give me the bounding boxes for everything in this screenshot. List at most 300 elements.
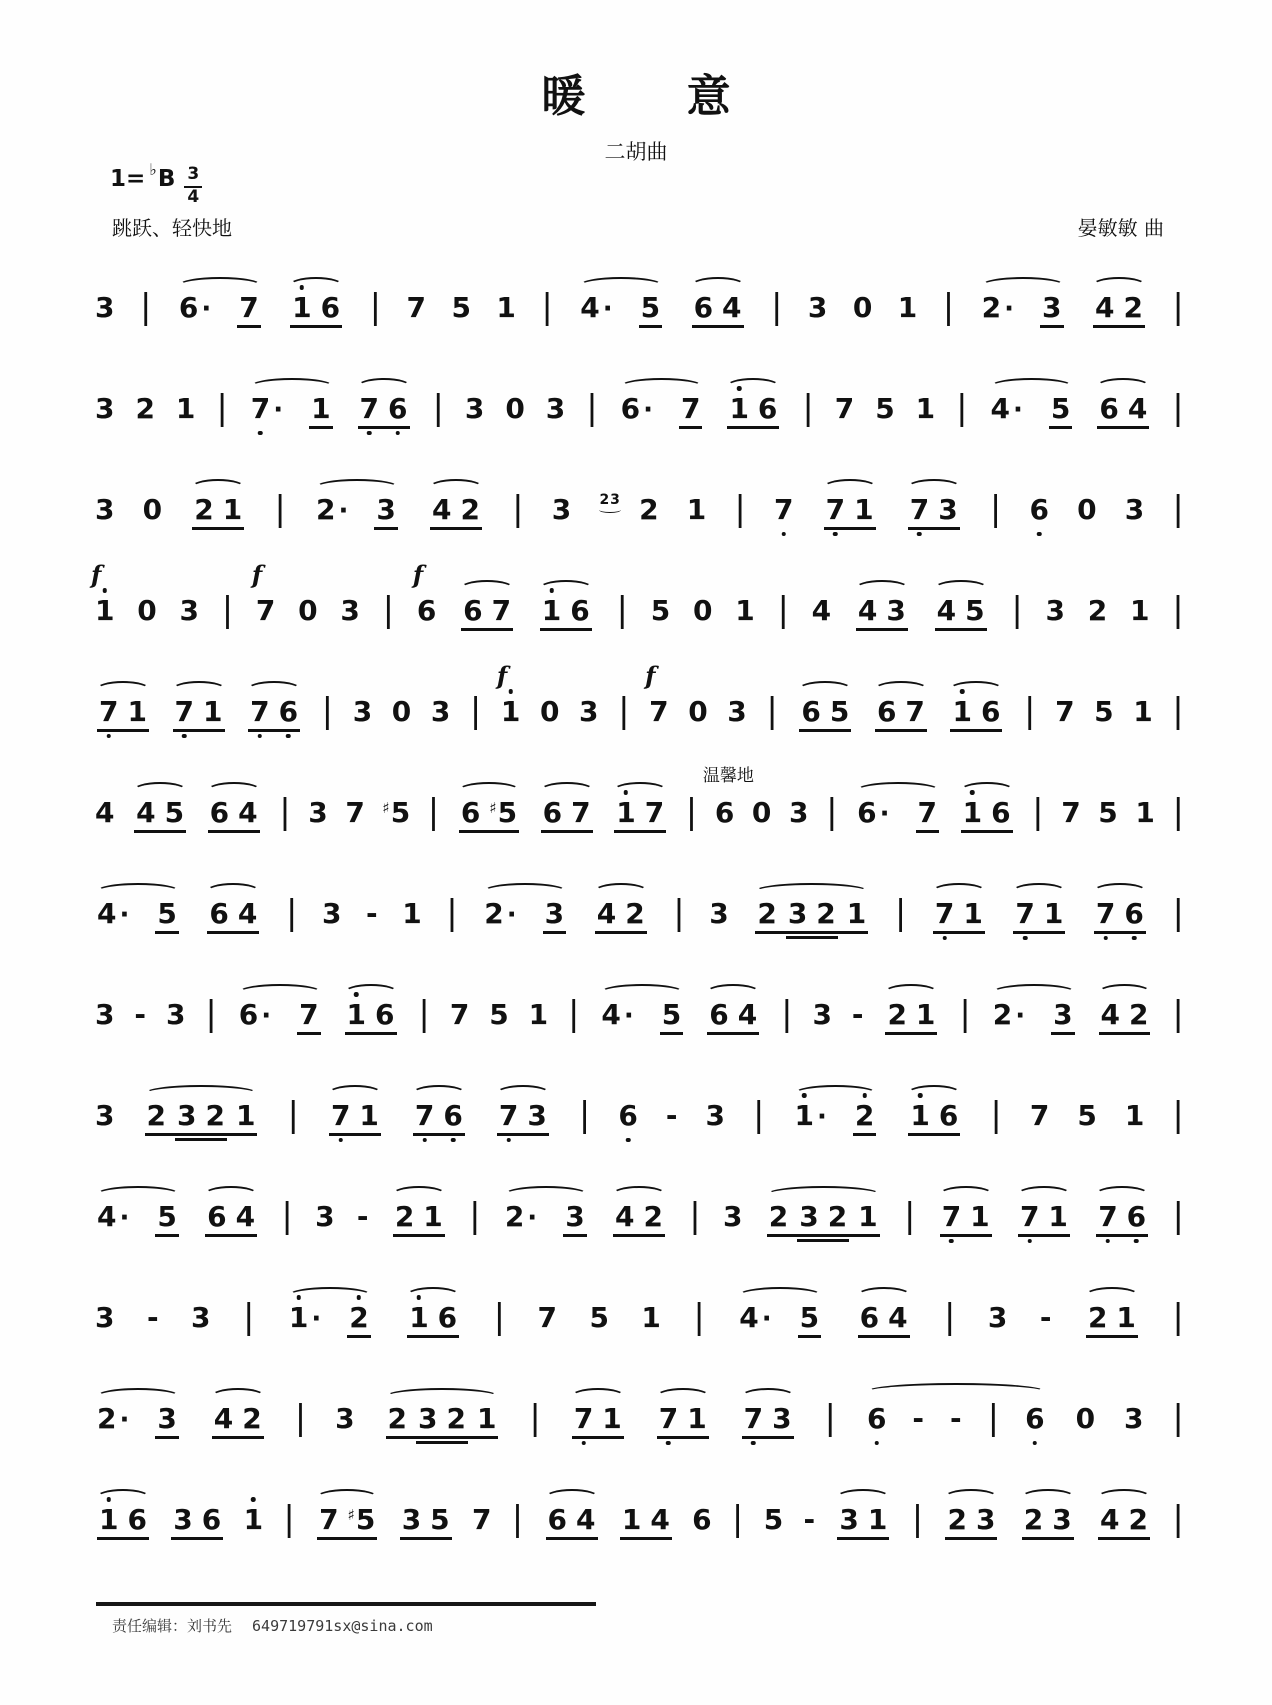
note	[95, 291, 115, 324]
slur-group	[740, 1402, 796, 1439]
note	[1042, 291, 1062, 324]
note-digit: 3	[807, 291, 828, 324]
note-digit-wrap	[99, 695, 119, 728]
note-digit-wrap	[545, 392, 566, 425]
note-digit: 6	[991, 796, 1011, 829]
octave-dot-high	[960, 689, 965, 694]
beam-group	[858, 1301, 910, 1338]
dynamic-forte-mark: f	[496, 661, 508, 690]
beam-group	[400, 1503, 452, 1540]
note-digit: 3	[527, 1099, 547, 1132]
barline: |	[1172, 1398, 1184, 1438]
slur-group	[980, 291, 1066, 328]
note-digit-wrap	[203, 695, 223, 728]
note-digit-wrap	[649, 695, 669, 728]
note-digit-wrap	[714, 796, 735, 829]
note	[616, 796, 636, 829]
note-digit: 1	[970, 1200, 990, 1233]
note-digit: 3	[321, 897, 342, 930]
beam-group	[572, 1402, 624, 1439]
note	[965, 594, 985, 627]
note-digit: 6	[709, 998, 729, 1031]
note-digit: 3	[308, 796, 328, 829]
barline: |	[777, 590, 789, 630]
duration-dash: -	[912, 1402, 925, 1435]
note-digit-wrap	[686, 493, 707, 526]
note-digit-wrap	[95, 493, 115, 526]
note	[876, 695, 897, 728]
barline: |	[427, 792, 440, 832]
note-digit-wrap	[388, 392, 408, 425]
note	[658, 1402, 679, 1435]
note	[888, 1301, 908, 1334]
beam-group	[679, 392, 702, 429]
barline: |	[770, 287, 783, 327]
note-digit-wrap	[1100, 998, 1120, 1031]
note	[545, 392, 566, 425]
beam-group	[317, 1503, 377, 1540]
slur-group	[482, 897, 568, 934]
note	[463, 594, 483, 627]
slur-group	[1016, 1200, 1072, 1237]
note-digit: 1	[346, 998, 367, 1031]
barline: |	[511, 1499, 524, 1539]
note-digit: 1	[222, 493, 243, 526]
note-digit-wrap	[909, 493, 930, 526]
score-line	[95, 344, 1184, 445]
note-digit-wrap	[962, 796, 983, 829]
note-digit-wrap	[854, 493, 874, 526]
note-digit: 1	[1133, 695, 1153, 728]
note-digit-wrap	[799, 1200, 819, 1233]
note	[251, 560, 276, 627]
note	[146, 1099, 166, 1132]
note	[763, 1503, 784, 1536]
note-digit: 4	[1094, 291, 1115, 324]
note-digit-wrap	[451, 291, 471, 324]
note-digit-wrap	[99, 1503, 119, 1536]
beam-group	[97, 1503, 149, 1540]
note	[542, 796, 563, 829]
octave-dot-low	[258, 431, 263, 436]
note	[887, 998, 907, 1031]
note-digit: 6	[463, 594, 483, 627]
barline: |	[279, 792, 291, 832]
note-digit-wrap	[915, 998, 936, 1031]
barline: |	[1172, 1297, 1184, 1337]
note-digit-wrap	[527, 1099, 547, 1132]
slur-group	[705, 998, 761, 1035]
note-digit-wrap	[95, 594, 115, 627]
note-digit: 1	[963, 897, 983, 930]
barline: |	[781, 994, 793, 1034]
beam-group	[358, 392, 410, 429]
note	[544, 897, 565, 930]
note-digit-wrap	[547, 1503, 568, 1536]
note	[446, 1402, 466, 1435]
note	[320, 291, 341, 324]
note	[402, 897, 422, 930]
grace-tie-arc	[599, 507, 620, 513]
note-digit-wrap	[794, 1099, 814, 1132]
note-digit-wrap	[250, 392, 271, 425]
barline: |	[903, 1196, 916, 1236]
note-digit-wrap	[489, 998, 509, 1031]
note	[496, 291, 516, 324]
note-digit: 5	[497, 796, 518, 829]
octave-dot-high	[357, 1295, 362, 1300]
note-digit: 1	[735, 594, 755, 627]
note-digit-wrap	[418, 1402, 438, 1435]
slur-group	[855, 796, 941, 833]
note	[175, 392, 196, 425]
note-digit-wrap	[402, 897, 422, 930]
note-digit-wrap	[443, 1099, 463, 1132]
beam-group	[940, 1200, 992, 1237]
note-digit-wrap	[542, 796, 563, 829]
note	[812, 998, 832, 1031]
barline: |	[586, 388, 598, 428]
beam-group	[97, 695, 149, 732]
note	[359, 1099, 379, 1132]
note-digit: 6	[209, 796, 230, 829]
note-digit: 3	[722, 1200, 743, 1233]
score-line	[95, 1253, 1184, 1354]
slur-group	[1092, 897, 1148, 934]
note	[947, 1503, 967, 1536]
note-digit-wrap	[992, 998, 1013, 1031]
note-digit-wrap	[857, 796, 877, 829]
note-digit: 3	[544, 897, 565, 930]
barline: |	[283, 1499, 295, 1539]
octave-dot-low	[367, 431, 372, 436]
note-digit-wrap	[136, 796, 156, 829]
slur-group	[428, 493, 484, 530]
note-digit-wrap	[789, 796, 809, 829]
note-digit-wrap	[340, 594, 360, 627]
octave-dot-high	[624, 790, 629, 795]
octave-dot-high	[549, 588, 554, 593]
note-digit-wrap	[1042, 291, 1062, 324]
note-digit-wrap	[620, 392, 641, 425]
note-digit: 4	[650, 1503, 670, 1536]
note-digit: 1	[1043, 897, 1064, 930]
beam-group	[639, 291, 662, 328]
note-digit-wrap	[391, 695, 412, 728]
octave-dot-low	[1023, 936, 1028, 941]
beam-group	[853, 1099, 876, 1136]
note-digit: 5	[164, 796, 185, 829]
note-digit: 6	[620, 392, 641, 425]
note-digit-wrap	[888, 1301, 908, 1334]
note-digit: 3	[772, 1402, 792, 1435]
beam-group	[563, 1200, 586, 1237]
octave-dot-low	[1132, 936, 1137, 941]
note-digit: 3	[787, 897, 808, 930]
note	[1094, 695, 1114, 728]
score-line	[95, 748, 1184, 849]
note	[412, 560, 437, 627]
note-digit-wrap	[963, 897, 983, 930]
score-line	[95, 1152, 1184, 1253]
slur-group	[143, 1099, 260, 1136]
slur-group	[1084, 1301, 1140, 1338]
tempo-marking: 跳跃、轻快地	[112, 216, 232, 240]
note	[288, 1301, 322, 1334]
footer-rule	[96, 1602, 596, 1606]
note	[852, 291, 873, 324]
note-digit-wrap	[938, 1099, 959, 1132]
note-digit-wrap	[846, 897, 867, 930]
note-digit: 0	[688, 695, 708, 728]
octave-dot-low	[422, 1138, 427, 1143]
note	[580, 291, 613, 324]
barline: |	[1172, 792, 1184, 832]
barline: |	[382, 590, 395, 630]
barline: |	[618, 691, 630, 731]
octave-dot-high	[802, 1093, 807, 1098]
note-digit: 2	[460, 493, 481, 526]
note-digit: 7	[773, 493, 794, 526]
note-digit-wrap	[209, 796, 230, 829]
note-digit: 3	[340, 594, 360, 627]
note	[1124, 493, 1145, 526]
octave-dot-low	[338, 1138, 343, 1143]
note	[621, 1503, 642, 1536]
note-digit-wrap	[1029, 1099, 1050, 1132]
note-digit-wrap	[947, 1503, 967, 1536]
note-digit-wrap	[980, 695, 1001, 728]
note-digit: 1	[602, 1402, 622, 1435]
note-digit-wrap	[1055, 695, 1075, 728]
note-digit: 0	[1077, 493, 1097, 526]
composer-credit: 晏敏敏 曲	[1077, 216, 1164, 240]
slur-group	[1020, 1503, 1076, 1540]
beam-group	[413, 1099, 465, 1136]
note	[702, 766, 754, 829]
beam-group	[205, 1200, 257, 1237]
barline: |	[693, 1297, 705, 1337]
note-digit: 4	[1127, 392, 1148, 425]
note	[1098, 1200, 1118, 1233]
note-digit: 7	[1019, 1200, 1040, 1233]
note-digit: 5	[1050, 392, 1071, 425]
note	[722, 291, 742, 324]
note	[1048, 1200, 1068, 1233]
note-digit: 7	[1029, 1099, 1050, 1132]
note-digit-wrap	[709, 998, 729, 1031]
note-digit-wrap	[1116, 1301, 1136, 1334]
note-digit: 7	[909, 493, 930, 526]
note-digit: 3	[709, 897, 729, 930]
duration-dash: -	[134, 998, 147, 1031]
note-digit: 1	[867, 1503, 888, 1536]
note-digit-wrap	[757, 392, 778, 425]
note	[460, 493, 481, 526]
note-digit-wrap	[580, 291, 600, 324]
note-digit-wrap	[839, 1503, 859, 1536]
note-digit-wrap	[915, 392, 936, 425]
note-digit: 1	[127, 695, 147, 728]
note-digit-wrap	[807, 291, 828, 324]
dynamic-forte-mark: f	[412, 560, 424, 589]
barline: |	[446, 893, 458, 933]
beam-group	[945, 1503, 997, 1540]
note	[573, 1402, 594, 1435]
octave-dot-high	[354, 992, 359, 997]
slur-group	[991, 998, 1077, 1035]
note	[414, 1099, 435, 1132]
note	[757, 897, 777, 930]
note-digit: 6	[278, 695, 299, 728]
octave-dot-low	[942, 936, 947, 941]
beam-group	[461, 594, 513, 631]
note-digit-wrap	[1100, 1503, 1120, 1536]
note-digit: 6	[207, 1200, 227, 1233]
note	[1126, 1200, 1147, 1233]
note	[176, 1099, 197, 1132]
note	[235, 1099, 256, 1132]
octave-dot-high	[417, 1295, 422, 1300]
note-digit-wrap	[886, 594, 906, 627]
note-digit-wrap	[1087, 594, 1108, 627]
note	[1123, 291, 1143, 324]
note-digit-wrap	[97, 1402, 117, 1435]
note-digit: 1	[1130, 594, 1150, 627]
note-digit: 5	[1077, 1099, 1097, 1132]
beam-group	[212, 1402, 264, 1439]
barline: |	[942, 287, 955, 327]
piece-title-text: 暖意	[541, 71, 832, 122]
beam-group	[459, 796, 519, 833]
note-digit-wrap	[867, 1503, 888, 1536]
note-digit: 6	[757, 392, 778, 425]
note-digit-wrap	[179, 594, 199, 627]
note-digit: 1	[687, 1402, 707, 1435]
note-digit-wrap	[359, 1099, 379, 1132]
slur-group	[797, 695, 853, 732]
note	[319, 1503, 339, 1536]
note	[242, 1402, 262, 1435]
note-digit-wrap	[1094, 291, 1115, 324]
octave-dot-high	[296, 1295, 301, 1300]
barline: |	[216, 388, 228, 428]
note-digit: 2	[1023, 1503, 1044, 1536]
note-digit-wrap	[175, 392, 196, 425]
note-digit: 2	[1128, 998, 1149, 1031]
note	[418, 1402, 438, 1435]
score-line	[95, 1354, 1184, 1455]
note-digit-wrap	[352, 695, 373, 728]
note	[95, 1301, 115, 1334]
note-digit: 5	[1094, 695, 1114, 728]
octave-dot-low	[1103, 936, 1108, 941]
note	[857, 594, 878, 627]
note-digit: 5	[640, 291, 661, 324]
note	[127, 1503, 147, 1536]
note-digit: 7	[491, 594, 512, 627]
note-digit: 6	[857, 796, 877, 829]
note	[142, 493, 163, 526]
note-digit-wrap	[722, 291, 742, 324]
note-digit: 1	[402, 897, 422, 930]
barline: |	[1172, 1499, 1184, 1539]
note-digit-wrap	[970, 1200, 990, 1233]
barline: |	[274, 489, 286, 529]
beam-group	[430, 493, 482, 530]
slur-group	[611, 1200, 667, 1237]
note-digit-wrap	[157, 1402, 177, 1435]
slur-group	[203, 1200, 259, 1237]
note	[641, 1301, 661, 1334]
note-digit-wrap	[661, 998, 682, 1031]
note	[799, 1301, 820, 1334]
slur-group	[171, 695, 227, 732]
note-digit-wrap	[460, 493, 481, 526]
slur-group	[205, 897, 261, 934]
note-digit-wrap	[905, 695, 925, 728]
duration-dash: -	[665, 1099, 678, 1132]
note-digit-wrap	[573, 1402, 594, 1435]
note-digit-wrap	[239, 291, 259, 324]
note-digit-wrap	[811, 594, 832, 627]
beam-group	[171, 1503, 223, 1540]
note-digit: 5	[661, 998, 682, 1031]
barline: |	[616, 590, 628, 630]
beam-group	[885, 998, 937, 1035]
barline: |	[469, 1196, 481, 1236]
note-digit-wrap	[242, 1402, 262, 1435]
beam-group	[824, 493, 876, 530]
note	[846, 897, 867, 930]
note-digit-wrap	[658, 1402, 679, 1435]
note	[484, 897, 517, 930]
note	[952, 695, 972, 728]
note	[401, 1503, 422, 1536]
beam-group	[543, 897, 566, 934]
note	[209, 796, 230, 829]
note-digit: 3	[401, 1503, 422, 1536]
note-digit-wrap	[207, 1200, 227, 1233]
note	[992, 998, 1026, 1031]
note	[897, 291, 918, 324]
note	[614, 1200, 635, 1233]
note-digit-wrap	[157, 897, 177, 930]
beam-group	[386, 1402, 499, 1439]
note-digit: 6	[460, 796, 481, 829]
note-digit: 4	[888, 1301, 908, 1334]
note	[316, 493, 349, 526]
note-digit: 3	[352, 695, 373, 728]
beam-group	[145, 1099, 258, 1136]
note	[299, 998, 319, 1031]
slur-group	[391, 1200, 447, 1237]
note-digit-wrap	[491, 594, 512, 627]
note-digit-wrap	[621, 1503, 642, 1536]
note-digit: 1	[292, 291, 312, 324]
beam-group	[657, 1402, 709, 1439]
note	[915, 998, 936, 1031]
note-digit-wrap	[127, 1503, 147, 1536]
slur-group	[544, 1503, 600, 1540]
note-digit-wrap	[866, 1402, 887, 1435]
note-digit-wrap	[735, 594, 755, 627]
note-digit-wrap	[1099, 392, 1119, 425]
slur-group	[690, 291, 746, 328]
barline: |	[1172, 1196, 1184, 1236]
footer	[112, 1615, 433, 1636]
note	[1130, 594, 1150, 627]
